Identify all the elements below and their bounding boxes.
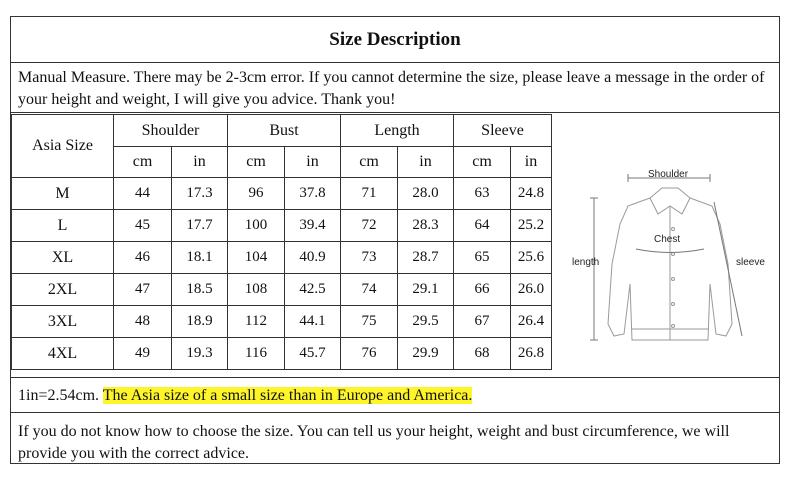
measurement-cell: 65 — [454, 242, 511, 274]
bust-header: Bust — [228, 115, 341, 147]
measurement-cell: 37.8 — [285, 178, 341, 210]
measurement-cell: 66 — [454, 274, 511, 306]
measurement-cell: 108 — [228, 274, 285, 306]
conversion-text: 1in=2.54cm. — [18, 387, 100, 404]
measurement-cell: 46 — [114, 242, 172, 274]
measurement-cell: 74 — [341, 274, 398, 306]
measurement-cell: 44 — [114, 178, 172, 210]
unit-header: cm — [114, 147, 172, 178]
shirt-measurement-diagram-icon — [550, 114, 779, 377]
group-header-row — [12, 115, 552, 147]
measurement-cell: 49 — [114, 338, 172, 370]
measurement-cell: 17.7 — [172, 210, 228, 242]
asia-size-header: Asia Size — [12, 115, 114, 178]
measurement-cell: 29.1 — [398, 274, 454, 306]
measurement-cell: 100 — [228, 210, 285, 242]
measurement-cell: 45.7 — [285, 338, 341, 370]
measurement-cell: 76 — [341, 338, 398, 370]
measurement-cell: 18.5 — [172, 274, 228, 306]
diagram-length-label: length — [572, 257, 600, 268]
measurement-cell: 68 — [454, 338, 511, 370]
measurement-cell: 26.4 — [511, 306, 552, 338]
size-label: 4XL — [12, 338, 114, 370]
size-label: M — [12, 178, 114, 210]
size-description-title — [11, 17, 779, 63]
measurement-cell: 75 — [341, 306, 398, 338]
unit-header: cm — [228, 147, 285, 178]
measurement-cell: 44.1 — [285, 306, 341, 338]
table-row — [12, 306, 552, 338]
diagram-chest-label: Chest — [654, 234, 681, 245]
shoulder-header: Shoulder — [114, 115, 228, 147]
sleeve-header: Sleeve — [454, 115, 552, 147]
size-chart — [10, 16, 780, 464]
measurement-cell: 19.3 — [172, 338, 228, 370]
diagram-shoulder-label: Shoulder — [648, 169, 689, 180]
size-label: XL — [12, 242, 114, 274]
asia-size-highlight: The Asia size of a small size than in Europe and America. — [102, 387, 473, 404]
measurement-cell: 25.2 — [511, 210, 552, 242]
measurement-cell: 29.5 — [398, 306, 454, 338]
size-table — [11, 114, 552, 370]
measurement-cell: 64 — [454, 210, 511, 242]
unit-header: cm — [454, 147, 511, 178]
table-row — [12, 338, 552, 370]
measurement-cell: 47 — [114, 274, 172, 306]
measurement-cell: 24.8 — [511, 178, 552, 210]
size-label: L — [12, 210, 114, 242]
measurement-cell: 29.9 — [398, 338, 454, 370]
measurement-cell: 45 — [114, 210, 172, 242]
measurement-cell: 17.3 — [172, 178, 228, 210]
measurement-cell: 25.6 — [511, 242, 552, 274]
advice-text: If you do not know how to choose the size. You can tell us your height, weight and bust circumference, we will provide you with the correct advice. — [18, 423, 730, 462]
table-row — [12, 178, 552, 210]
diagram-sleeve-label: sleeve — [736, 257, 765, 268]
measurement-cell: 73 — [341, 242, 398, 274]
measurement-cell: 116 — [228, 338, 285, 370]
measurement-cell: 67 — [454, 306, 511, 338]
measurement-cell: 40.9 — [285, 242, 341, 274]
size-label: 2XL — [12, 274, 114, 306]
measurement-cell: 71 — [341, 178, 398, 210]
title-text: Size Description — [329, 28, 461, 50]
measurement-cell: 48 — [114, 306, 172, 338]
unit-header: in — [172, 147, 228, 178]
measurement-cell: 112 — [228, 306, 285, 338]
table-row — [12, 242, 552, 274]
unit-note — [11, 377, 779, 413]
unit-header: in — [285, 147, 341, 178]
measurement-cell: 63 — [454, 178, 511, 210]
unit-header: cm — [341, 147, 398, 178]
measurement-cell: 28.0 — [398, 178, 454, 210]
measurement-cell: 28.7 — [398, 242, 454, 274]
measurement-cell: 96 — [228, 178, 285, 210]
measurement-cell: 39.4 — [285, 210, 341, 242]
measurement-cell: 104 — [228, 242, 285, 274]
measurement-cell: 28.3 — [398, 210, 454, 242]
measurement-cell: 26.0 — [511, 274, 552, 306]
table-row — [12, 274, 552, 306]
unit-header: in — [511, 147, 552, 178]
length-header: Length — [341, 115, 454, 147]
measurement-cell: 72 — [341, 210, 398, 242]
measurement-cell: 18.9 — [172, 306, 228, 338]
table-row — [12, 210, 552, 242]
measurement-cell: 18.1 — [172, 242, 228, 274]
measurement-cell: 42.5 — [285, 274, 341, 306]
size-label: 3XL — [12, 306, 114, 338]
measure-notice: Manual Measure. There may be 2-3cm error. If you cannot determine the size, please leave a message in the order of your height and weight, I will give you advice. Thank you! — [11, 63, 779, 113]
unit-header: in — [398, 147, 454, 178]
shirt-diagram — [550, 114, 779, 377]
measurement-cell: 26.8 — [511, 338, 552, 370]
